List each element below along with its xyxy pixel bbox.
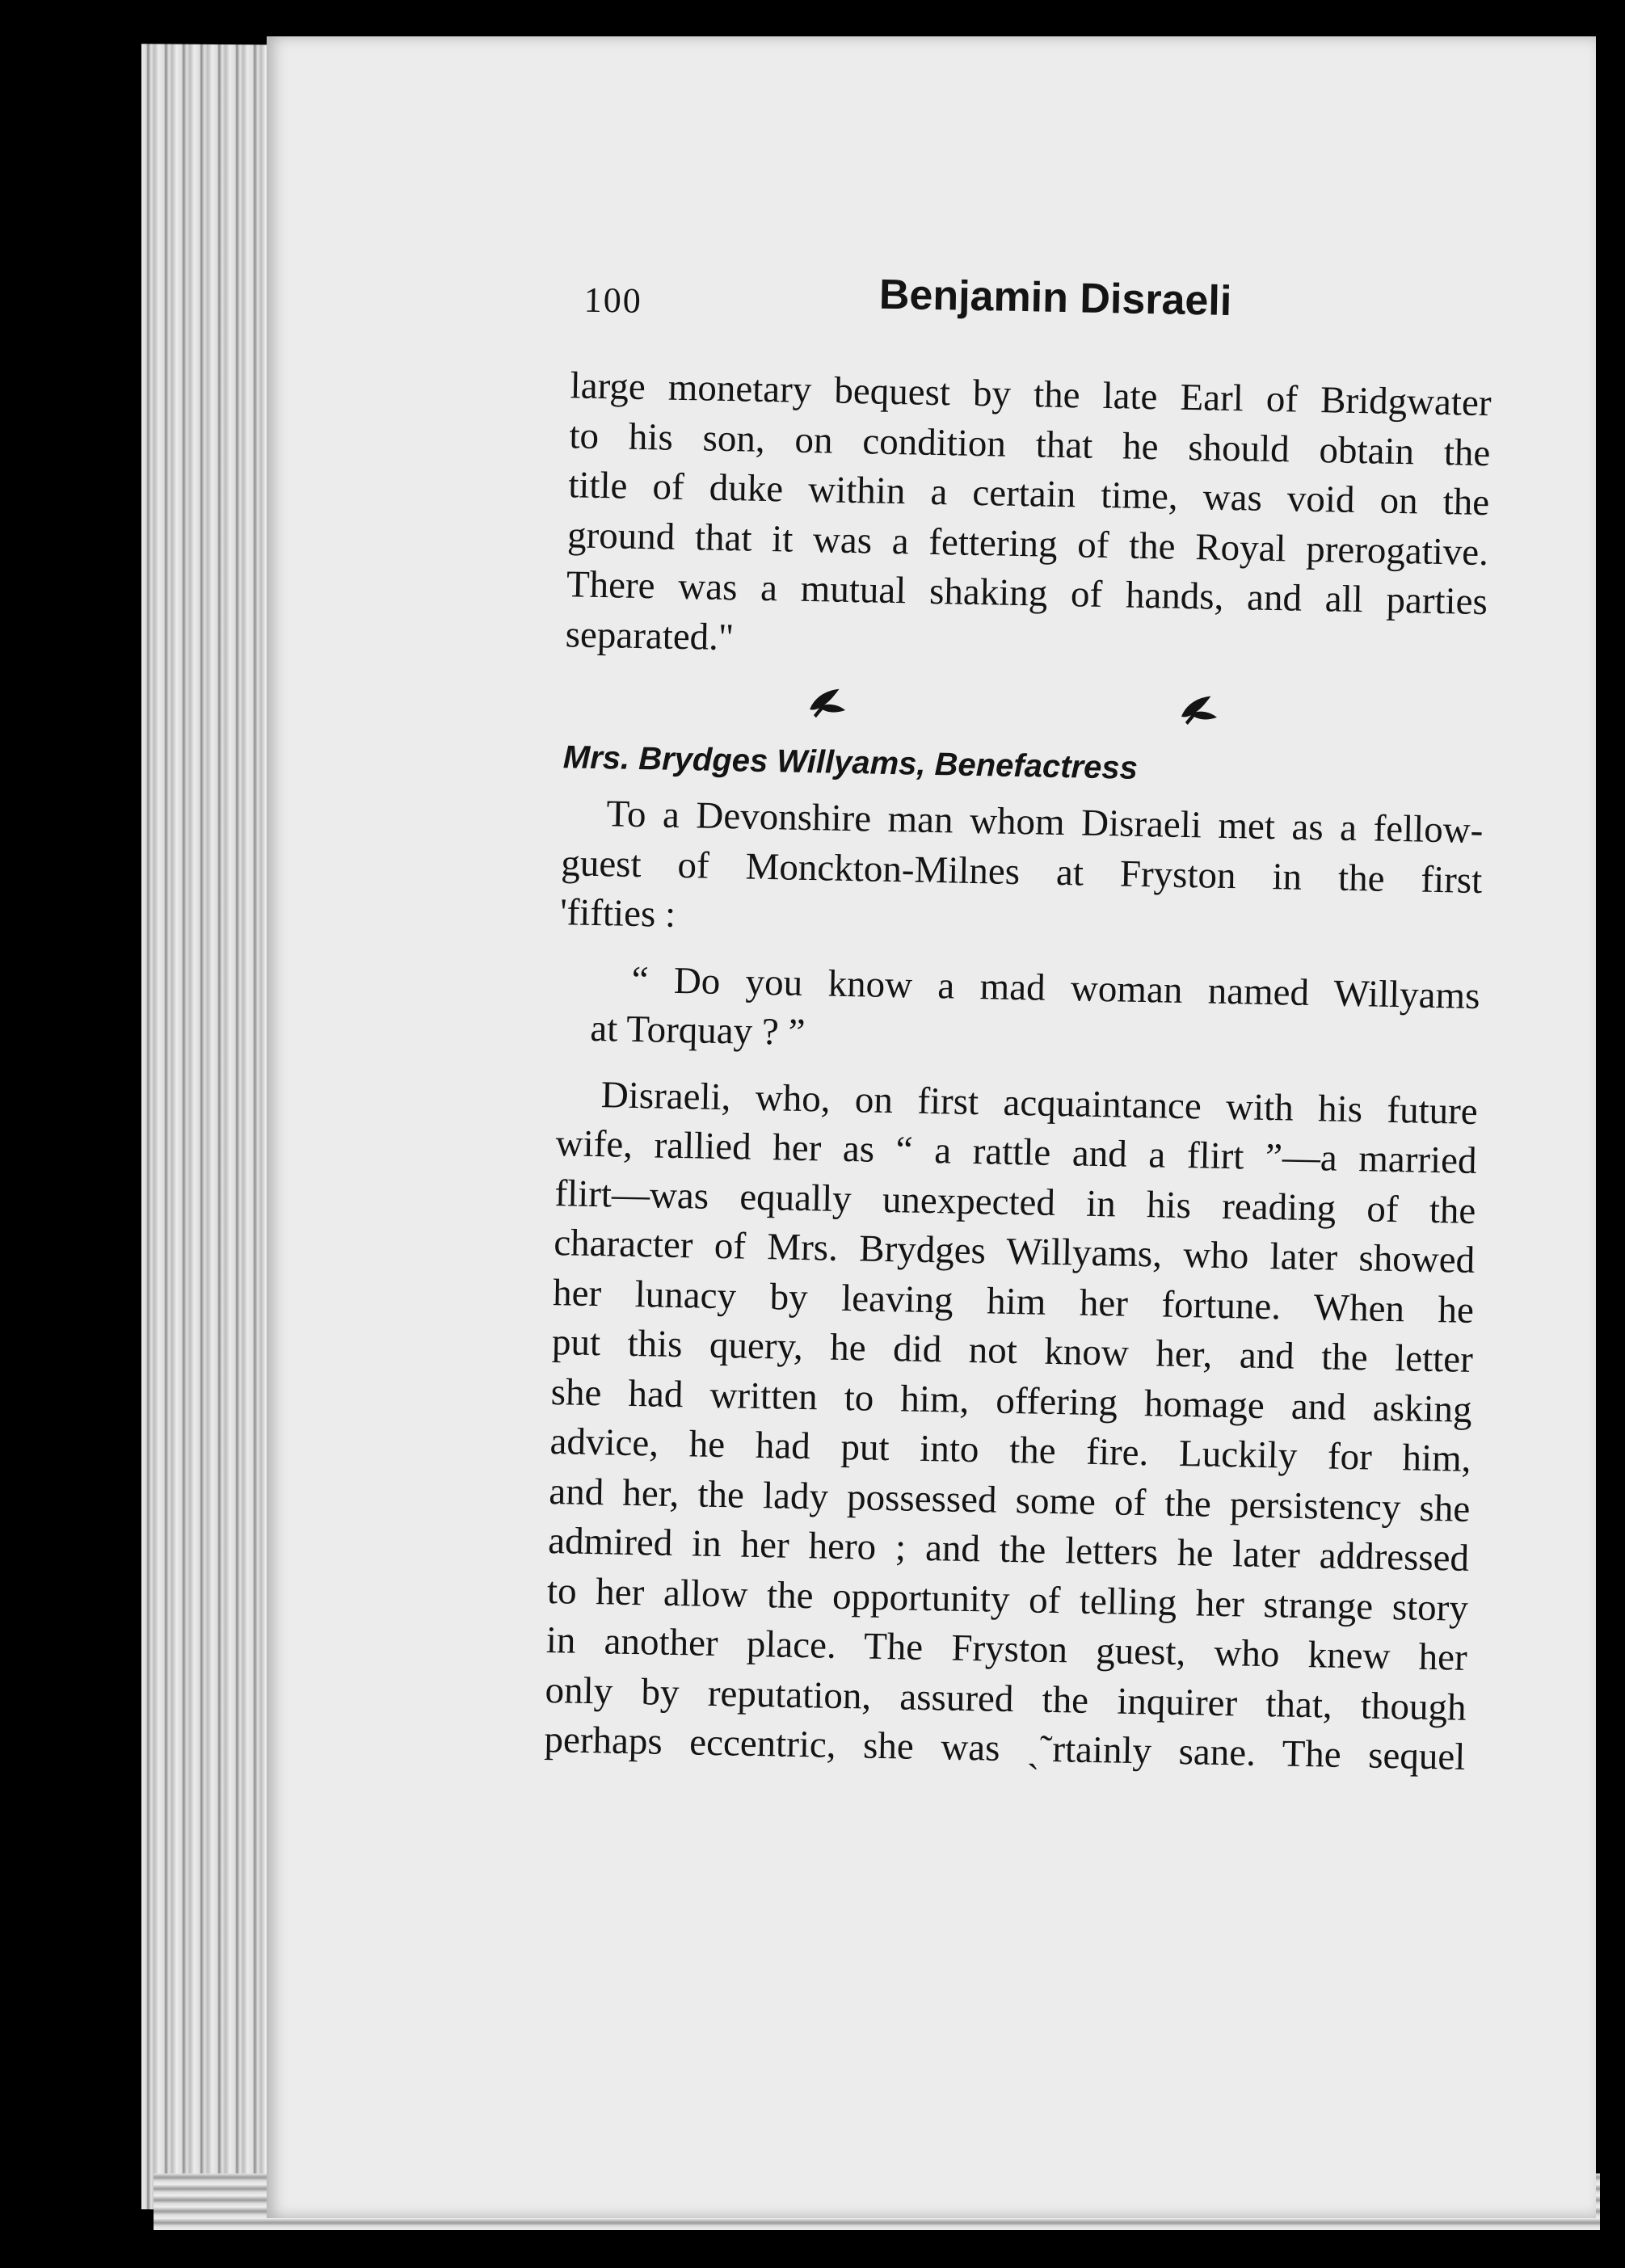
text-line: in another place. The Fryston guest, who knew her: [545, 1618, 1468, 1679]
text-line: and her, the lady possessed some of the persistency she: [548, 1470, 1471, 1530]
page-body: [544, 361, 1492, 1782]
quote-line: “ Do you know a mad woman named Willyams: [631, 958, 1480, 1017]
text-line: perhaps eccentric, she was ˎ˜rtainly sane. The sequel: [544, 1718, 1466, 1778]
text-line: she had written to him, offering homage and asking: [550, 1370, 1473, 1431]
text-line: Disraeli, who, on first acquaintance with his future: [600, 1073, 1479, 1133]
text-line: advice, he had put into the fire. Luckily for him,: [549, 1420, 1471, 1480]
block-quote: [558, 954, 1480, 1071]
text-line: flirt—was equally unexpected in his reading of the: [554, 1172, 1476, 1232]
text-line: title of duke within a certain time, was void on the: [567, 464, 1490, 524]
text-line: guest of Monckton-Milnes at Fryston in the first: [560, 841, 1483, 902]
leaf-fleuron-icon: [1178, 692, 1221, 729]
leaf-fleuron-icon: [806, 685, 849, 722]
text-line: admired in her hero ; and the letters he later addressed: [547, 1520, 1470, 1580]
text-line: put this query, he did not know her, and the letter: [551, 1321, 1474, 1381]
text-line: ground that it was a fettering of the Royal prerogative.: [566, 513, 1489, 574]
text-line: To a Devonshire man whom Disraeli met as a fellow-: [606, 793, 1484, 852]
text-line: separated.": [565, 612, 735, 659]
running-title: Benjamin Disraeli: [878, 271, 1232, 325]
page-number: 100: [583, 280, 643, 321]
text-line: to her allow the opportunity of telling her strange story: [546, 1569, 1469, 1630]
text-line: large monetary bequest by the late Earl of Bridgwater: [570, 364, 1492, 425]
text-line: There was a mutual shaking of hands, and all parties: [566, 563, 1488, 624]
text-line: only by reputation, assured the inquirer that, though: [545, 1668, 1467, 1729]
text-line: to his son, on condition that he should obtain the: [569, 414, 1491, 474]
paragraph: [544, 1070, 1478, 1783]
text-line: 'fifties :: [559, 891, 676, 936]
text-line: wife, rallied her as “ a rattle and a flirt ”—a married: [555, 1122, 1478, 1182]
text-line: character of Mrs. Brydges Willyams, who later showed: [553, 1222, 1476, 1281]
section-heading: Mrs. Brydges Willyams, Benefactress: [562, 739, 1139, 786]
paragraph-continued: [565, 361, 1492, 677]
quote-line: at Torquay ? ”: [589, 1007, 806, 1054]
paragraph: [560, 789, 1484, 955]
page-header: [583, 265, 1502, 356]
text-line: her lunacy by leaving him her fortune. When he: [552, 1271, 1475, 1332]
